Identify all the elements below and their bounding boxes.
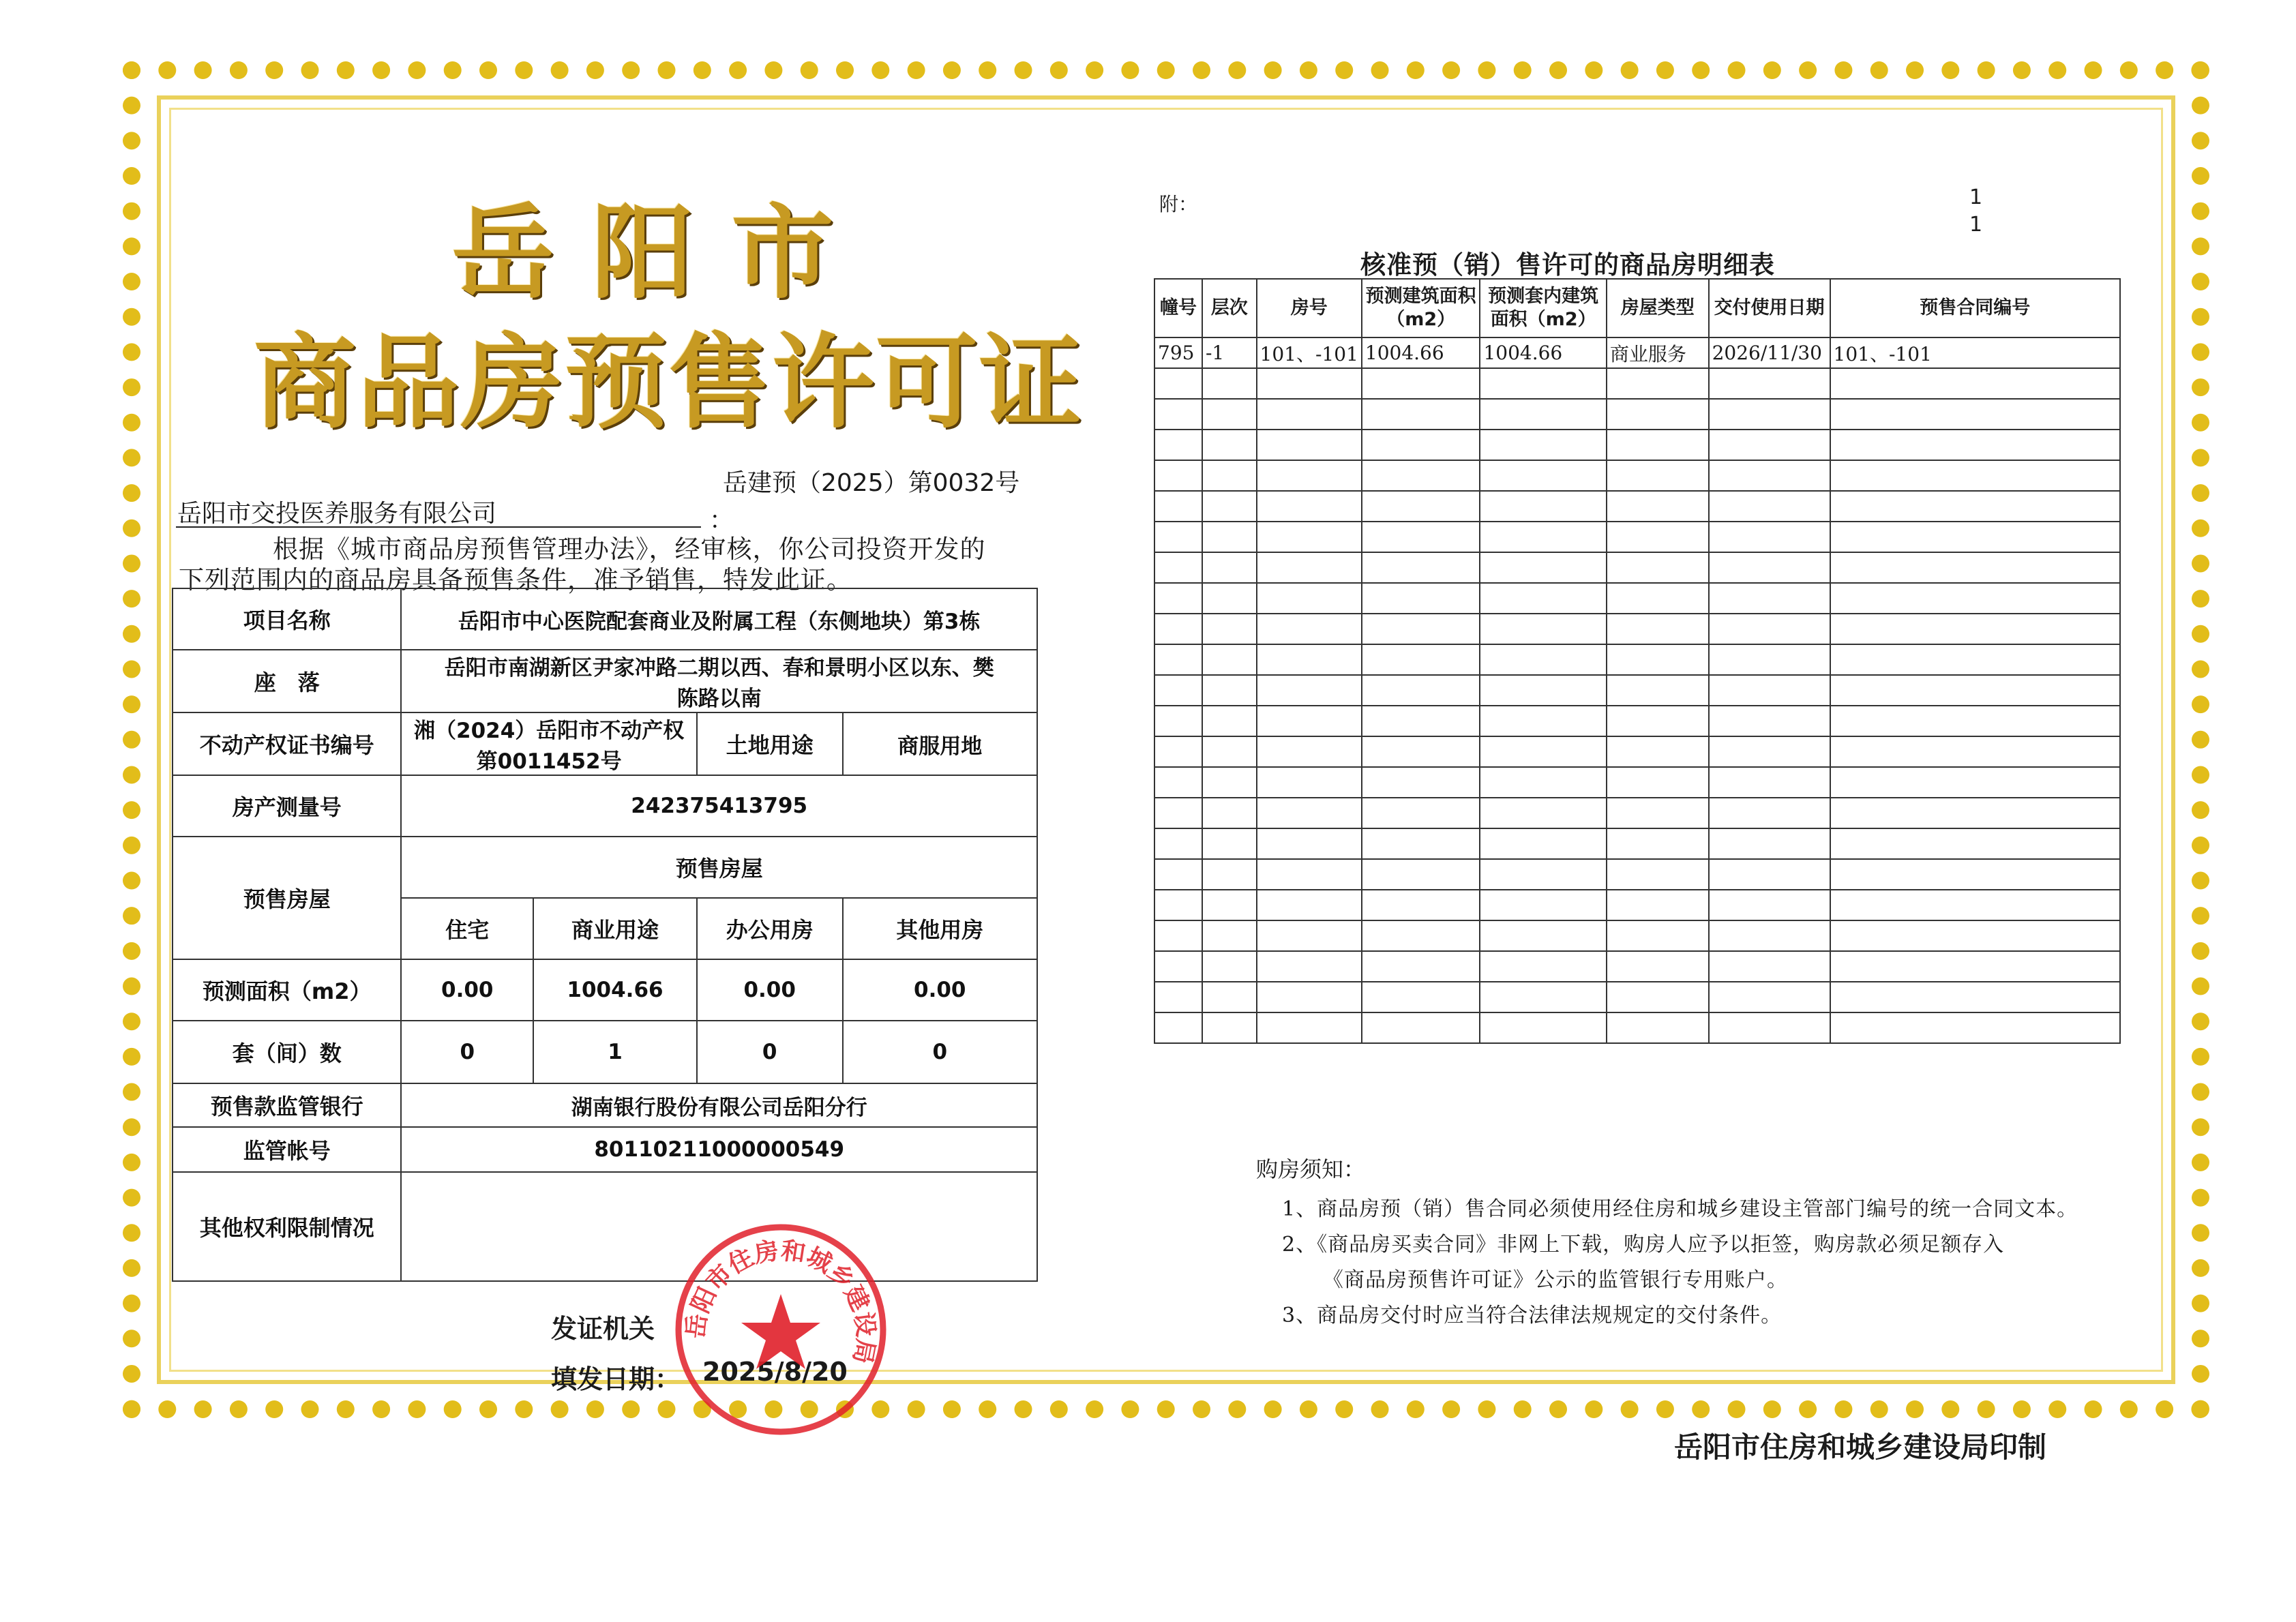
- col-inner-area: 预测套内建筑面积（m2）: [1480, 279, 1606, 337]
- empty-cell: [1480, 982, 1606, 1012]
- company-name: 岳阳市交投医养服务有限公司: [177, 500, 497, 528]
- empty-cell: [1202, 430, 1257, 460]
- empty-cell: [1607, 706, 1709, 736]
- empty-cell: [1257, 675, 1362, 706]
- bank-label: 预售款监管银行: [173, 1083, 401, 1127]
- table-row: [1154, 337, 2120, 368]
- company-colon: ：: [709, 507, 734, 535]
- empty-cell: [1257, 491, 1362, 522]
- empty-cell: [1480, 798, 1606, 828]
- issue-date-value: 2025/8/20: [702, 1357, 848, 1387]
- empty-cell: [1202, 859, 1257, 890]
- empty-cell: [1709, 951, 1830, 982]
- empty-table-row: [1154, 706, 2120, 736]
- area-office: 0.00: [697, 959, 843, 1021]
- empty-cell: [1709, 552, 1830, 583]
- empty-cell: [1607, 460, 1709, 491]
- empty-cell: [1607, 951, 1709, 982]
- deed-value-line1: 湘（2024）岳阳市不动产权: [414, 719, 685, 743]
- empty-cell: [1154, 1012, 1202, 1043]
- presale-label: 预售房屋: [173, 837, 401, 959]
- empty-cell: [1362, 552, 1480, 583]
- svg-text:岳阳市住房和城乡建设局: 岳阳市住房和城乡建设局: [681, 1236, 880, 1366]
- empty-cell: [1202, 368, 1257, 399]
- page-number-top: 1: [1969, 185, 1983, 209]
- empty-cell: [1154, 491, 1202, 522]
- empty-cell: [1257, 1012, 1362, 1043]
- empty-cell: [1709, 491, 1830, 522]
- intro-text-line2: 下列范围内的商品房具备预售条件，准予销售，特发此证。: [179, 565, 852, 595]
- empty-cell: [1607, 675, 1709, 706]
- empty-cell: [1257, 736, 1362, 767]
- area-commercial: 1004.66: [533, 959, 697, 1021]
- intro-text-line1: 根据《城市商品房预售管理办法》，经审核，你公司投资开发的: [273, 535, 986, 564]
- deed-value-line2: 第0011452号: [476, 749, 622, 774]
- col-building: 幢号: [1154, 279, 1202, 337]
- empty-cell: [1830, 644, 2120, 675]
- location-label: 座 落: [173, 650, 401, 712]
- empty-cell: [1480, 583, 1606, 614]
- table-row: [173, 775, 1037, 837]
- empty-cell: [1362, 920, 1480, 951]
- account-label: 监管帐号: [173, 1127, 401, 1172]
- page-number-bottom: 1: [1969, 213, 1983, 237]
- empty-table-row: [1154, 767, 2120, 798]
- empty-cell: [1257, 552, 1362, 583]
- survey-label: 房产测量号: [173, 775, 401, 837]
- empty-cell: [1830, 920, 2120, 951]
- empty-cell: [1480, 767, 1606, 798]
- empty-cell: [1362, 614, 1480, 644]
- permit-number: 岳建预（2025）第0032号: [723, 469, 1020, 497]
- empty-cell: [1607, 522, 1709, 552]
- issue-date-label: 填发日期：: [551, 1364, 681, 1394]
- empty-cell: [1709, 460, 1830, 491]
- empty-cell: [1480, 706, 1606, 736]
- empty-cell: [1607, 920, 1709, 951]
- empty-cell: [1709, 920, 1830, 951]
- empty-cell: [1257, 920, 1362, 951]
- empty-cell: [1830, 951, 2120, 982]
- empty-cell: [1830, 583, 2120, 614]
- empty-cell: [1480, 368, 1606, 399]
- empty-table-row: [1154, 951, 2120, 982]
- cell-room: 101、-101: [1257, 337, 1362, 368]
- empty-cell: [1709, 522, 1830, 552]
- empty-table-row: [1154, 399, 2120, 430]
- empty-table-row: [1154, 460, 2120, 491]
- empty-cell: [1154, 736, 1202, 767]
- col-building-area: 预测建筑面积（m2）: [1362, 279, 1480, 337]
- empty-cell: [1830, 1012, 2120, 1043]
- empty-cell: [1202, 982, 1257, 1012]
- area-other: 0.00: [843, 959, 1037, 1021]
- table-header-row: [1154, 279, 2120, 337]
- empty-cell: [1480, 491, 1606, 522]
- cell-inner-area: 1004.66: [1480, 337, 1606, 368]
- empty-cell: [1709, 644, 1830, 675]
- units-residential: 0: [401, 1021, 533, 1083]
- empty-table-row: [1154, 430, 2120, 460]
- empty-cell: [1257, 614, 1362, 644]
- col-floor: 层次: [1202, 279, 1257, 337]
- empty-cell: [1202, 644, 1257, 675]
- land-use-label: 土地用途: [697, 712, 843, 775]
- deed-label: 不动产权证书编号: [173, 712, 401, 775]
- table-row: [173, 588, 1037, 650]
- empty-cell: [1362, 828, 1480, 859]
- account-value: 80110211000000549: [401, 1127, 1037, 1172]
- empty-cell: [1607, 736, 1709, 767]
- empty-cell: [1709, 614, 1830, 644]
- empty-cell: [1202, 460, 1257, 491]
- empty-cell: [1607, 368, 1709, 399]
- presale-header: 预售房屋: [401, 837, 1037, 898]
- empty-table-row: [1154, 583, 2120, 614]
- col-room: 房号: [1257, 279, 1362, 337]
- empty-cell: [1202, 890, 1257, 920]
- permit-details-table: [172, 588, 1038, 1282]
- empty-cell: [1607, 1012, 1709, 1043]
- empty-cell: [1607, 982, 1709, 1012]
- empty-cell: [1709, 859, 1830, 890]
- empty-cell: [1257, 859, 1362, 890]
- empty-table-row: [1154, 552, 2120, 583]
- empty-cell: [1480, 951, 1606, 982]
- land-use-value: 商服用地: [843, 712, 1037, 775]
- empty-cell: [1257, 583, 1362, 614]
- empty-cell: [1709, 399, 1830, 430]
- empty-cell: [1607, 491, 1709, 522]
- empty-cell: [1709, 583, 1830, 614]
- notice-item-2-cont: 《商品房预售许可证》公示的监管银行专用账户。: [1323, 1268, 1788, 1292]
- empty-cell: [1202, 920, 1257, 951]
- cell-building: 795: [1154, 337, 1202, 368]
- cell-floor: -1: [1202, 337, 1257, 368]
- empty-cell: [1362, 1012, 1480, 1043]
- empty-cell: [1257, 430, 1362, 460]
- empty-cell: [1257, 828, 1362, 859]
- empty-cell: [1154, 430, 1202, 460]
- empty-cell: [1362, 890, 1480, 920]
- empty-rows: [1154, 368, 2120, 1043]
- empty-cell: [1154, 706, 1202, 736]
- certificate-title: 商品房预售许可证: [253, 324, 1083, 442]
- notice-title: 购房须知：: [1256, 1156, 1366, 1182]
- table-row: [173, 1083, 1037, 1127]
- empty-cell: [1257, 522, 1362, 552]
- company-underline: [176, 526, 701, 528]
- empty-cell: [1202, 736, 1257, 767]
- area-label: 预测面积（m2）: [173, 959, 401, 1021]
- empty-cell: [1202, 552, 1257, 583]
- empty-cell: [1202, 614, 1257, 644]
- empty-table-row: [1154, 982, 2120, 1012]
- empty-cell: [1202, 399, 1257, 430]
- empty-cell: [1257, 368, 1362, 399]
- empty-cell: [1257, 399, 1362, 430]
- empty-cell: [1154, 399, 1202, 430]
- empty-cell: [1257, 460, 1362, 491]
- cell-contract-no: 101、-101: [1830, 337, 2120, 368]
- empty-cell: [1607, 828, 1709, 859]
- survey-value: 242375413795: [401, 775, 1037, 837]
- attachment-label: 附：: [1159, 193, 1198, 215]
- empty-cell: [1154, 368, 1202, 399]
- empty-cell: [1709, 706, 1830, 736]
- units-label: 套（间）数: [173, 1021, 401, 1083]
- empty-table-row: [1154, 675, 2120, 706]
- empty-table-row: [1154, 491, 2120, 522]
- empty-cell: [1362, 430, 1480, 460]
- empty-cell: [1362, 491, 1480, 522]
- empty-cell: [1607, 430, 1709, 460]
- cell-delivery-date: 2026/11/30: [1709, 337, 1830, 368]
- empty-cell: [1362, 982, 1480, 1012]
- notice-item-2: 2、《商品房买卖合同》非网上下载，购房人应予以拒签，购房款必须足额存入: [1282, 1233, 2005, 1257]
- empty-cell: [1480, 430, 1606, 460]
- empty-cell: [1830, 368, 2120, 399]
- col-commercial: 商业用途: [533, 898, 697, 959]
- official-seal: [672, 1220, 890, 1439]
- cell-house-type: 商业服务: [1607, 337, 1709, 368]
- empty-cell: [1154, 798, 1202, 828]
- empty-cell: [1154, 920, 1202, 951]
- empty-cell: [1480, 399, 1606, 430]
- empty-cell: [1257, 644, 1362, 675]
- empty-cell: [1830, 675, 2120, 706]
- empty-cell: [1607, 644, 1709, 675]
- empty-cell: [1709, 368, 1830, 399]
- empty-cell: [1709, 675, 1830, 706]
- empty-cell: [1154, 890, 1202, 920]
- col-house-type: 房屋类型: [1607, 279, 1709, 337]
- empty-cell: [1154, 522, 1202, 552]
- empty-cell: [1362, 706, 1480, 736]
- table-row: [173, 650, 1037, 712]
- empty-table-row: [1154, 1012, 2120, 1043]
- empty-cell: [1154, 675, 1202, 706]
- empty-cell: [1830, 736, 2120, 767]
- empty-cell: [1154, 982, 1202, 1012]
- table-row: [173, 1127, 1037, 1172]
- restriction-label: 其他权利限制情况: [173, 1172, 401, 1281]
- location-value-line1: 岳阳市南湖新区尹家冲路二期以西、春和景明小区以东、樊: [444, 656, 994, 680]
- empty-cell: [1480, 828, 1606, 859]
- empty-cell: [1202, 828, 1257, 859]
- empty-table-row: [1154, 368, 2120, 399]
- issuer-label: 发证机关: [551, 1314, 655, 1344]
- empty-cell: [1257, 798, 1362, 828]
- units-commercial: 1: [533, 1021, 697, 1083]
- empty-cell: [1480, 522, 1606, 552]
- empty-table-row: [1154, 736, 2120, 767]
- empty-cell: [1607, 890, 1709, 920]
- empty-cell: [1830, 828, 2120, 859]
- location-value-line2: 陈路以南: [676, 687, 762, 711]
- table-row: [173, 1172, 1037, 1281]
- empty-cell: [1202, 1012, 1257, 1043]
- project-label: 项目名称: [173, 588, 401, 650]
- empty-cell: [1830, 491, 2120, 522]
- deed-value: [401, 712, 696, 775]
- empty-cell: [1362, 368, 1480, 399]
- printer-credit: 岳阳市住房和城乡建设局印制: [1674, 1430, 2047, 1464]
- bank-value: 湖南银行股份有限公司岳阳分行: [401, 1083, 1037, 1127]
- empty-cell: [1362, 399, 1480, 430]
- empty-table-row: [1154, 614, 2120, 644]
- empty-cell: [1480, 1012, 1606, 1043]
- empty-cell: [1257, 982, 1362, 1012]
- empty-table-row: [1154, 644, 2120, 675]
- empty-cell: [1830, 859, 2120, 890]
- empty-cell: [1607, 798, 1709, 828]
- table-row: [173, 1021, 1037, 1083]
- table-row: [173, 712, 1037, 775]
- empty-cell: [1362, 736, 1480, 767]
- empty-cell: [1830, 767, 2120, 798]
- certificate-title-city: 岳阳市: [451, 194, 871, 313]
- units-other: 0: [843, 1021, 1037, 1083]
- empty-cell: [1362, 767, 1480, 798]
- empty-cell: [1154, 951, 1202, 982]
- empty-cell: [1202, 798, 1257, 828]
- empty-cell: [1830, 614, 2120, 644]
- empty-cell: [1362, 675, 1480, 706]
- empty-cell: [1202, 491, 1257, 522]
- empty-cell: [1480, 552, 1606, 583]
- empty-cell: [1607, 767, 1709, 798]
- empty-cell: [1709, 430, 1830, 460]
- empty-cell: [1362, 583, 1480, 614]
- empty-cell: [1362, 460, 1480, 491]
- empty-cell: [1607, 583, 1709, 614]
- empty-table-row: [1154, 828, 2120, 859]
- empty-cell: [1480, 859, 1606, 890]
- empty-cell: [1202, 706, 1257, 736]
- empty-cell: [1362, 798, 1480, 828]
- empty-cell: [1830, 522, 2120, 552]
- empty-cell: [1202, 522, 1257, 552]
- empty-cell: [1830, 798, 2120, 828]
- empty-cell: [1257, 706, 1362, 736]
- empty-cell: [1709, 736, 1830, 767]
- empty-table-row: [1154, 859, 2120, 890]
- empty-cell: [1480, 736, 1606, 767]
- empty-cell: [1709, 828, 1830, 859]
- empty-cell: [1607, 552, 1709, 583]
- empty-cell: [1480, 890, 1606, 920]
- empty-cell: [1830, 552, 2120, 583]
- empty-cell: [1362, 951, 1480, 982]
- col-office: 办公用房: [697, 898, 843, 959]
- empty-cell: [1154, 614, 1202, 644]
- empty-cell: [1154, 460, 1202, 491]
- empty-cell: [1607, 399, 1709, 430]
- empty-cell: [1257, 890, 1362, 920]
- empty-cell: [1709, 982, 1830, 1012]
- col-other: 其他用房: [843, 898, 1037, 959]
- col-residential: 住宅: [401, 898, 533, 959]
- empty-cell: [1830, 399, 2120, 430]
- empty-cell: [1154, 828, 1202, 859]
- empty-cell: [1709, 767, 1830, 798]
- empty-cell: [1257, 767, 1362, 798]
- empty-cell: [1607, 859, 1709, 890]
- empty-table-row: [1154, 920, 2120, 951]
- empty-cell: [1202, 951, 1257, 982]
- empty-cell: [1709, 798, 1830, 828]
- empty-cell: [1830, 890, 2120, 920]
- empty-cell: [1480, 675, 1606, 706]
- col-contract-no: 预售合同编号: [1830, 279, 2120, 337]
- detail-table-title: 核准预（销）售许可的商品房明细表: [1360, 250, 1775, 280]
- empty-cell: [1480, 614, 1606, 644]
- empty-cell: [1362, 859, 1480, 890]
- table-row: [173, 837, 1037, 898]
- empty-cell: [1480, 920, 1606, 951]
- empty-cell: [1154, 859, 1202, 890]
- empty-cell: [1362, 644, 1480, 675]
- empty-cell: [1607, 614, 1709, 644]
- empty-cell: [1257, 951, 1362, 982]
- empty-cell: [1709, 890, 1830, 920]
- cell-building-area: 1004.66: [1362, 337, 1480, 368]
- empty-table-row: [1154, 522, 2120, 552]
- area-residential: 0.00: [401, 959, 533, 1021]
- empty-cell: [1154, 552, 1202, 583]
- empty-cell: [1480, 460, 1606, 491]
- empty-cell: [1154, 644, 1202, 675]
- empty-cell: [1202, 583, 1257, 614]
- table-row: [173, 959, 1037, 1021]
- empty-cell: [1362, 522, 1480, 552]
- empty-cell: [1709, 1012, 1830, 1043]
- empty-cell: [1830, 430, 2120, 460]
- empty-table-row: [1154, 890, 2120, 920]
- empty-cell: [1154, 583, 1202, 614]
- empty-cell: [1480, 644, 1606, 675]
- units-office: 0: [697, 1021, 843, 1083]
- empty-table-row: [1154, 798, 2120, 828]
- col-delivery-date: 交付使用日期: [1709, 279, 1830, 337]
- location-value: [401, 650, 1037, 712]
- empty-cell: [1202, 675, 1257, 706]
- empty-cell: [1830, 706, 2120, 736]
- notice-item-1: 1、商品房预（销）售合同必须使用经住房和城乡建设主管部门编号的统一合同文本。: [1282, 1197, 2078, 1221]
- notice-item-3: 3、商品房交付时应当符合法律法规规定的交付条件。: [1282, 1304, 1783, 1327]
- empty-cell: [1830, 982, 2120, 1012]
- project-value: 岳阳市中心医院配套商业及附属工程（东侧地块）第3栋: [401, 588, 1037, 650]
- empty-cell: [1154, 767, 1202, 798]
- empty-cell: [1830, 460, 2120, 491]
- housing-detail-table: [1154, 278, 2121, 1044]
- empty-cell: [1202, 767, 1257, 798]
